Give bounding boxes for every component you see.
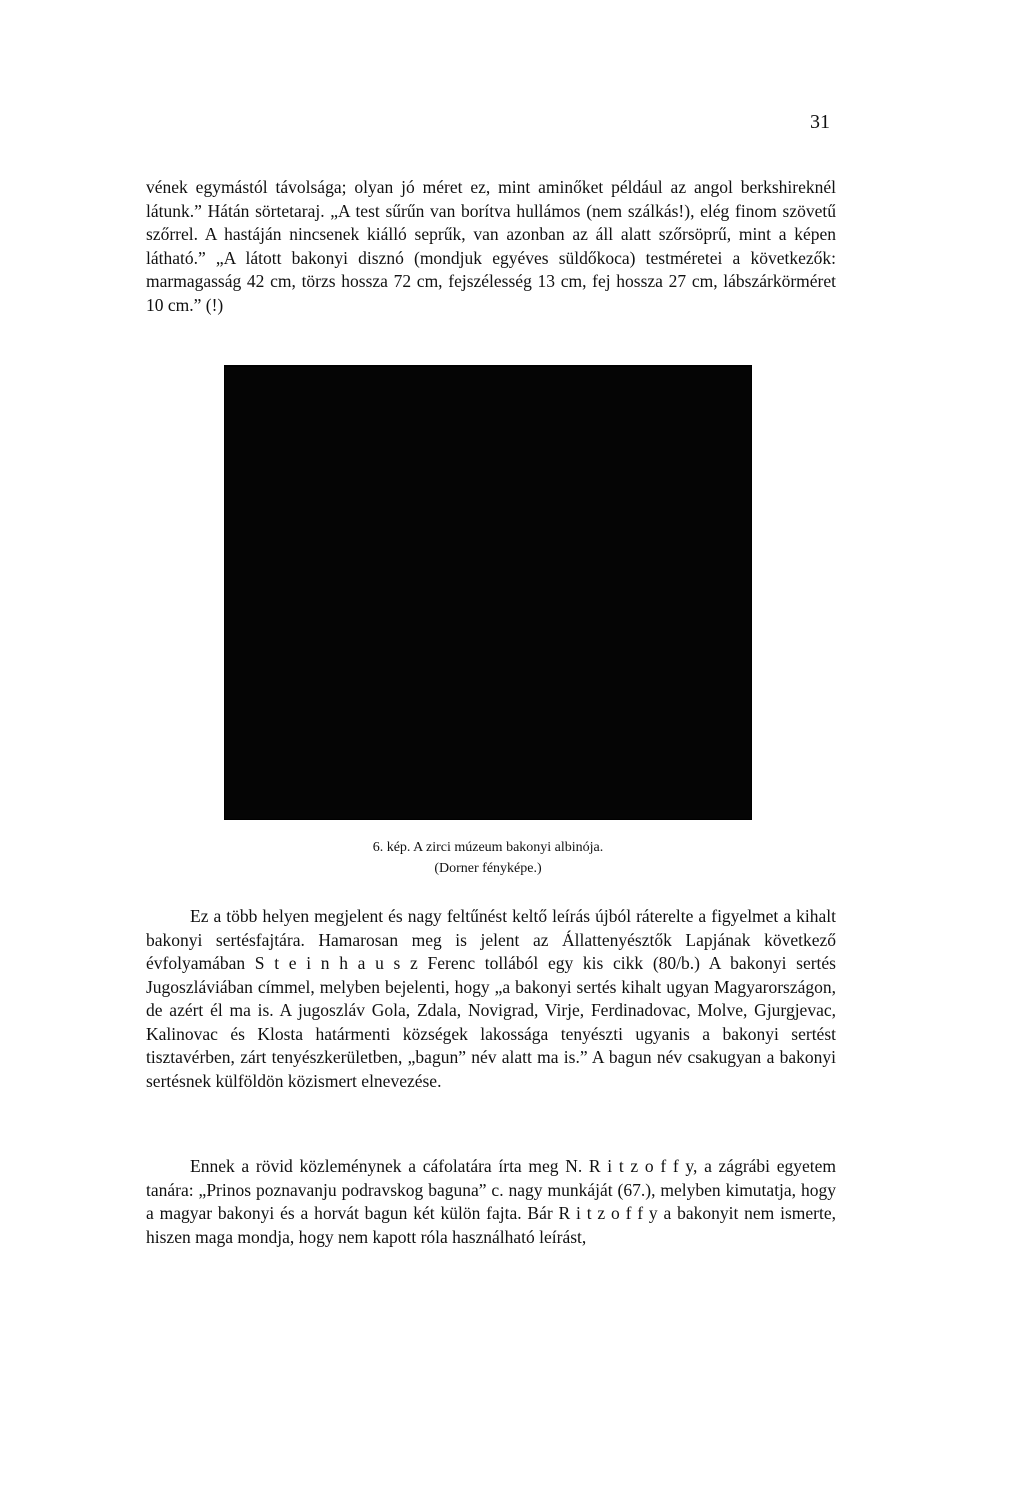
figure-credit: (Dorner fényképe.) <box>434 861 542 876</box>
paragraph-2: Ennek a rövid közleménynek a cáfolatára írta meg N. R i t z o f f y, a zágrábi egyetem tanára: „Prinos poznavanju podravskog baguna” c. nagy munkáját (67.), melyben kimutatja, hogy a magyar bakonyi és a horvát bagun két külön fajta. Bár R i t z o f f y a bakonyit nem ismerte, hiszen maga mondja, hogy nem kapott róla használható leírást, <box>146 1156 836 1247</box>
figure-photo <box>224 365 752 820</box>
figure-frame-top <box>224 365 750 367</box>
paragraph-1: Ez a több helyen megjelent és nagy feltűnést keltő leírás újból ráterelte a figyelmet a kihalt bakonyi sertésfajtára. Hamarosan meg is jelent az Állattenyésztők Lapjának következő évfolyamában S t e i n h a u s z Ferenc tollából egy kis cikk (80/b.) A bakonyi sertés Jugoszláviában címmel, melyben bejelenti, hogy „a bakonyi sertés kihalt ugyan Magyarországon, de azért él ma is. A jugoszláv Gola, Zdala, Novigrad, Virje, Ferdinadovac, Molve, Gjurgjevac, Kalinovac és Klosta határmenti községek lakossága tenyészti ugyanis a bakonyi sertést tisztavérben, zárt tenyészkerületben, „bagun” név alatt ma is.” A bagun név csakugyan a bakonyi sertésnek külföldön közismert elnevezése. <box>146 906 836 1091</box>
paragraph-top: vének egymástól távolsága; olyan jó méret ez, mint aminőket például az angol berkshireknél látunk.” Hátán sörtetaraj. „A test sűrűn van borítva hullámos (nem szálkás!), elég finom szövetű szőrrel. A hastáján nincsenek kiálló seprűk, van azonban az áll alatt szőrsöprű, mint a képen látható.” „A látott bakonyi disznó (mondjuk egyéves süldőkoca) testméretei a következők: marmagasság 42 cm, törzs hossza 72 cm, fejszélesség 13 cm, fej hossza 27 cm, lábszárkörméret 10 cm.” (!) <box>146 177 836 315</box>
figure-caption: 6. kép. A zirci múzeum bakonyi albinója. <box>372 840 604 855</box>
page-number: 31 <box>810 111 830 133</box>
